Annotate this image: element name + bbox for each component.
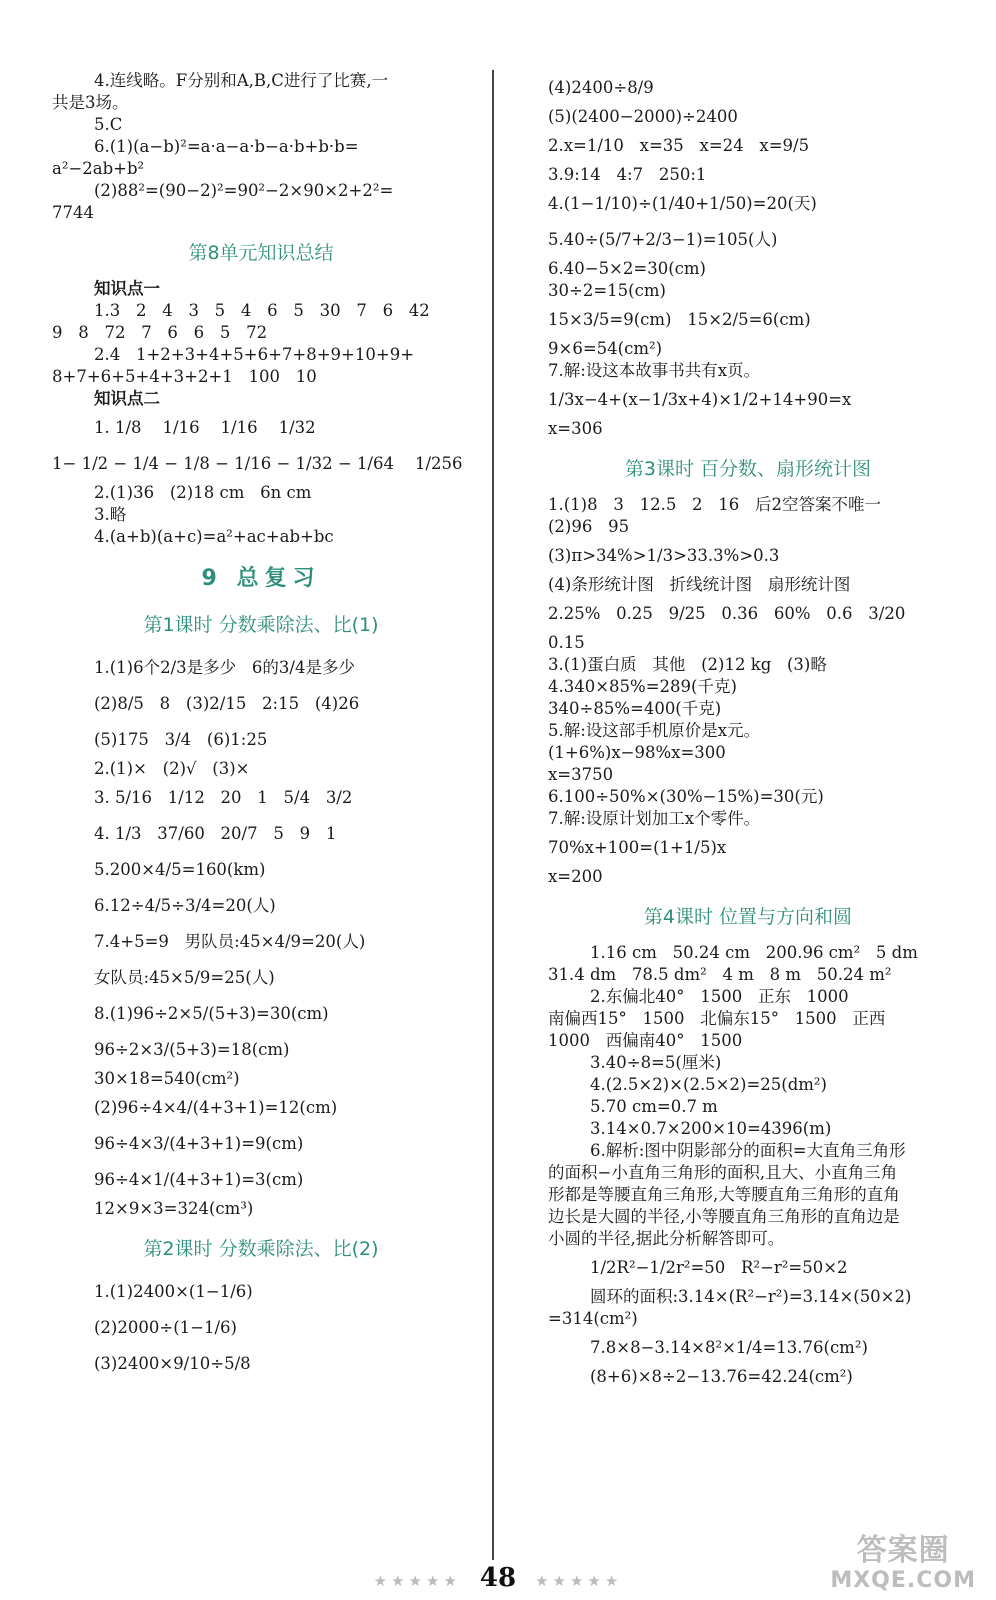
answer-line: (8+6)×8÷2−13.76=42.24(cm²) [590,1367,853,1386]
answer-line: 5.200×4/5=160(km) [94,860,266,879]
answer-line: 1.(1)2400×(1−1/6) [94,1282,253,1301]
section-title: 第4课时 位置与方向和圆 [643,906,853,928]
answer-line: 31.4 dm 78.5 dm² 4 m 8 m 50.24 m² [548,965,892,984]
answer-line: a²−2ab+b² [52,159,145,178]
answer-line: 2.(1)× (2)√ (3)× [94,759,250,778]
answer-line: (2)96 95 [548,517,630,536]
answer-line: (5)175 3/4 (6)1:25 [94,730,268,749]
answer-line: 6.(1)(a−b)²=a·a−a·b−a·b+b·b= [94,137,359,156]
answer-line: =314(cm²) [548,1309,638,1328]
answer-line: 4.(2.5×2)×(2.5×2)=25(dm²) [590,1075,827,1094]
answer-line: 6.解析:图中阴影部分的面积=大直角三角形 [590,1141,906,1160]
answer-line: 1/3x−4+(x−1/3x+4)×1/2+14+90=x [548,390,852,409]
answer-line: x=306 [548,419,603,438]
answer-line: (2)2000÷(1−1/6) [94,1318,237,1337]
answer-line: 5.解:设这部手机原价是x元。 [548,721,761,740]
answer-line: 小圆的半径,据此分析解答即可。 [548,1229,785,1248]
answer-line: 5.70 cm=0.7 m [590,1097,718,1116]
answer-line: 3.(1)蛋白质 其他 (2)12 kg (3)略 [548,655,827,674]
answer-line: (2)96÷4×4/(4+3+1)=12(cm) [94,1098,338,1117]
footer-stars-left: ★★★★★ [373,1572,461,1590]
answer-line: 4.(1−1/10)÷(1/40+1/50)=20(天) [548,194,817,213]
answer-line: 2.25% 0.25 9/25 0.36 60% 0.6 3/20 [548,604,906,623]
answer-line: 1.(1)6个2/3是多少 6的3/4是多少 [94,658,355,677]
answer-line: 30×18=540(cm²) [94,1069,240,1088]
answer-line: 知识点二 [94,389,160,408]
unit-title: 9 总复习 [201,566,321,591]
answer-line: (3)π>34%>1/3>33.3%>0.3 [548,546,780,565]
answer-line: 的面积−小直角三角形的面积,且大、小直角三角 [548,1163,898,1182]
answer-line: 7.4+5=9 男队员:45×4/9=20(人) [94,932,366,951]
left-column [52,70,470,1382]
answer-line: 共是3场。 [52,93,129,112]
answer-line: 9×6=54(cm²) [548,339,663,358]
answer-line: 4. 1/3 37/60 20/7 5 9 1 [94,824,337,843]
watermark-logo [830,1534,976,1594]
answer-line: (2)8/5 8 (3)2/15 2:15 (4)26 [94,694,360,713]
answer-line: 340÷85%=400(千克) [548,699,722,718]
answer-line: 1− 1/2 − 1/4 − 1/8 − 1/16 − 1/32 − 1/64 1/256 [52,454,463,473]
answer-line: 2.东偏北40° 1500 正东 1000 [590,987,849,1006]
answer-line: 边长是大圆的半径,小等腰直角三角形的直角边是 [548,1207,900,1226]
answer-line: (4)2400÷8/9 [548,78,654,97]
answer-line: 30÷2=15(cm) [548,281,666,300]
column-divider [492,70,494,1560]
answer-line: 2.(1)36 (2)18 cm 6n cm [94,483,312,502]
answer-line: 12×9×3=324(cm³) [94,1199,254,1218]
answer-line: 7.解:设原计划加工x个零件。 [548,809,761,828]
answer-line: 2.4 1+2+3+4+5+6+7+8+9+10+9+ [94,345,415,364]
answer-line: 知识点一 [94,279,160,298]
answer-line: 4.(a+b)(a+c)=a²+ac+ab+bc [94,527,334,546]
footer-stars-right: ★★★★★ [535,1572,623,1590]
answer-line: x=3750 [548,765,614,784]
section-title: 第3课时 百分数、扇形统计图 [624,458,872,480]
right-column [548,70,948,1388]
answer-line: 1.(1)8 3 12.5 2 16 后2空答案不唯一 [548,495,882,514]
answer-line: 7.8×8−3.14×8²×1/4=13.76(cm²) [590,1338,868,1357]
answer-line: 6.100÷50%×(30%−15%)=30(元) [548,787,824,806]
answer-line: 3.9:14 4:7 250:1 [548,165,707,184]
page-number: 48 [479,1563,517,1593]
answer-line: 3. 5/16 1/12 20 1 5/4 3/2 [94,788,353,807]
answer-line: 1.16 cm 50.24 cm 200.96 cm² 5 dm [590,943,918,962]
section-title: 第8单元知识总结 [188,242,334,264]
answer-line: 96÷4×1/(4+3+1)=3(cm) [94,1170,304,1189]
answer-line: 6.12÷4/5÷3/4=20(人) [94,896,276,915]
watermark-text-cn: 答案圈 [856,1533,950,1568]
answer-line: (3)2400×9/10÷5/8 [94,1354,251,1373]
answer-line: (1+6%)x−98%x=300 [548,743,726,762]
answer-line: 4.340×85%=289(千克) [548,677,737,696]
answer-line: 7.解:设这本故事书共有x页。 [548,361,761,380]
answer-line: 96÷4×3/(4+3+1)=9(cm) [94,1134,304,1153]
answer-line: 1. 1/8 1/16 1/16 1/32 [94,418,316,437]
answer-line: 1000 西偏南40° 1500 [548,1031,743,1050]
answer-line: 9 8 72 7 6 6 5 72 [52,323,268,342]
answer-line: 96÷2×3/(5+3)=18(cm) [94,1040,290,1059]
answer-line: (4)条形统计图 折线统计图 扇形统计图 [548,575,851,594]
answer-line: 7744 [52,203,94,222]
watermark-text-en: MXQE.COM [830,1568,976,1593]
answer-line: 70%x+100=(1+1/5)x [548,838,727,857]
answer-line: 3.14×0.7×200×10=4396(m) [590,1119,832,1138]
answer-line: 3.略 [94,505,127,524]
answer-line: 5.40÷(5/7+2/3−1)=105(人) [548,230,778,249]
answer-line: 南偏西15° 1500 北偏东15° 1500 正西 [548,1009,886,1028]
answer-line: 1/2R²−1/2r²=50 R²−r²=50×2 [590,1258,848,1277]
answer-line: 圆环的面积:3.14×(R²−r²)=3.14×(50×2) [590,1287,912,1306]
section-title: 第1课时 分数乘除法、比(1) [143,614,379,636]
answer-line: 6.40−5×2=30(cm) [548,259,706,278]
answer-line: (2)88²=(90−2)²=90²−2×90×2+2²= [94,181,394,200]
section-title: 第2课时 分数乘除法、比(2) [143,1238,379,1260]
answer-line: (5)(2400−2000)÷2400 [548,107,738,126]
answer-line: 15×3/5=9(cm) 15×2/5=6(cm) [548,310,811,329]
answer-line: 2.x=1/10 x=35 x=24 x=9/5 [548,136,810,155]
answer-line: 形都是等腰直角三角形,大等腰直角三角形的直角 [548,1185,900,1204]
answer-line: 0.15 [548,633,585,652]
answer-line: 3.40÷8=5(厘米) [590,1053,722,1072]
answer-line: 女队员:45×5/9=25(人) [94,968,275,987]
answer-line: 4.连线略。F分别和A,B,C进行了比赛,一 [94,71,389,90]
answer-line: 8.(1)96÷2×5/(5+3)=30(cm) [94,1004,329,1023]
answer-line: 8+7+6+5+4+3+2+1 100 10 [52,367,317,386]
answer-line: 5.C [94,115,123,134]
answer-line: x=200 [548,867,603,886]
answer-line: 1.3 2 4 3 5 4 6 5 30 7 6 42 [94,301,430,320]
